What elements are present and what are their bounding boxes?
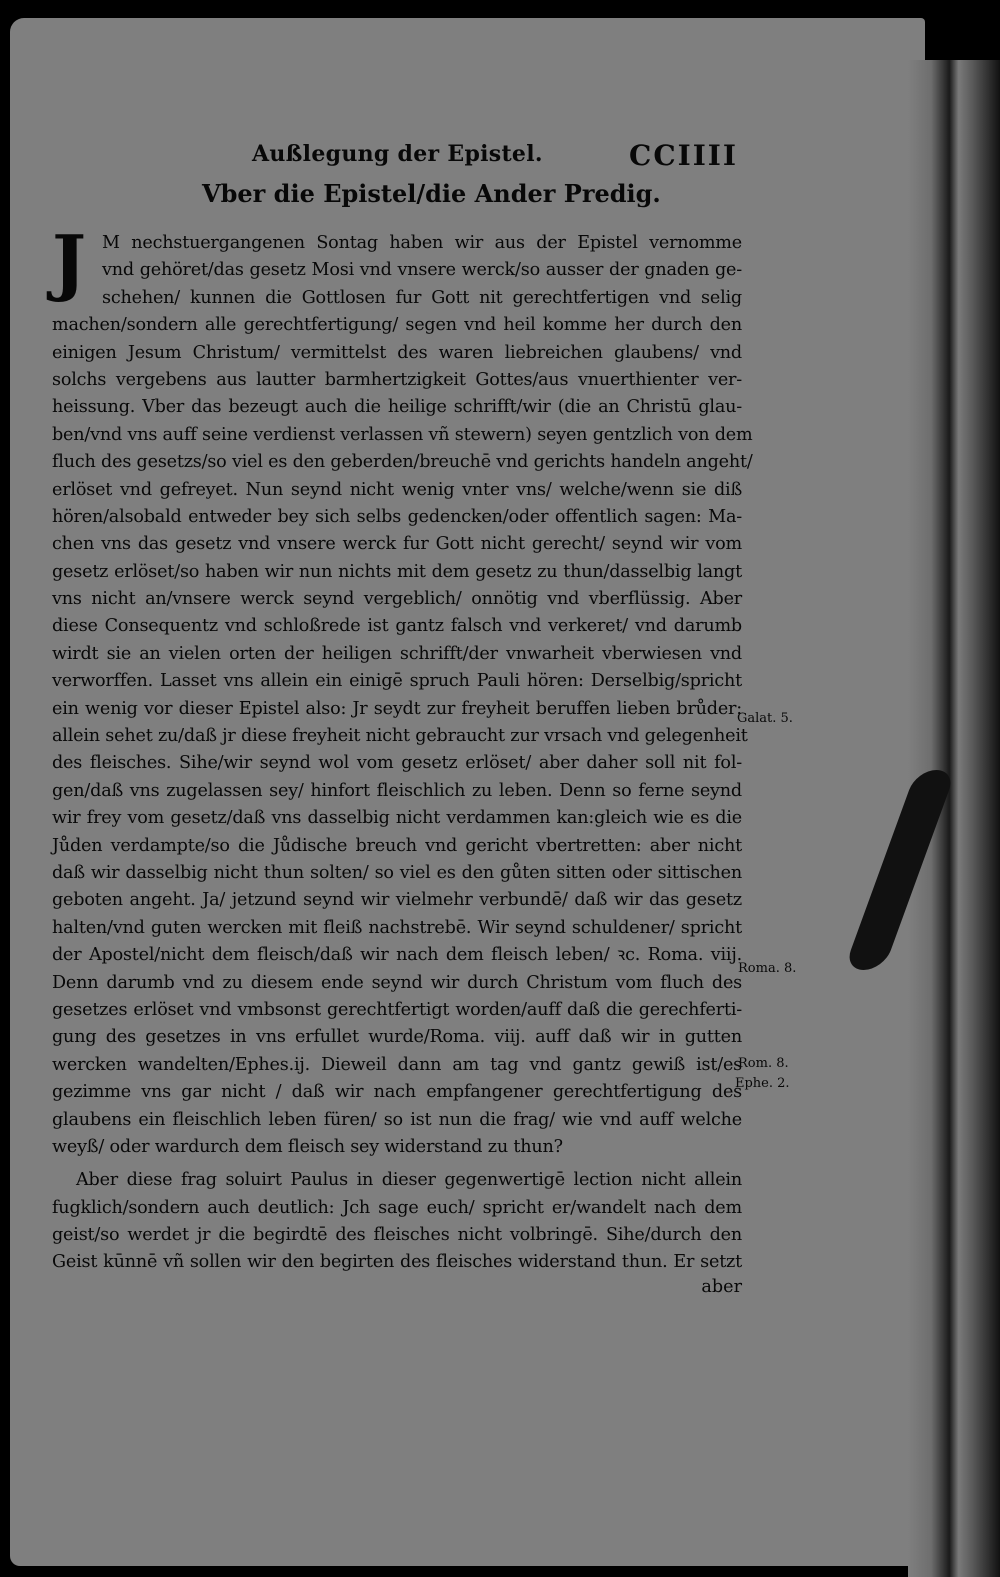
margin-note-rom: Rom. 8. (738, 1056, 789, 1071)
text-line: Jůden verdampte/so die Jůdische breuch vnd gericht vbertretten: aber nicht (52, 835, 742, 856)
margin-note-galat: Galat. 5. (737, 711, 793, 726)
header-row (52, 135, 742, 175)
text-line: gesetzes erlöset vnd vmbsonst gerechtfertigt worden/auff daß die gerechferti- (52, 999, 742, 1020)
text-line: verworffen. Lasset vns allein ein einigē spruch Pauli hören: Derselbig/spricht (52, 671, 742, 692)
text-line: vns nicht an/vnsere werck seynd vergeblich/ onnötig vnd vberflüssig. Aber (52, 589, 742, 610)
margin-note-ephe: Ephe. 2. (735, 1076, 790, 1091)
paragraph-2 (52, 1167, 742, 1277)
text-line: gezimme vns gar nicht / daß wir nach empfangener gerechtfertigung des (52, 1082, 742, 1103)
text-line: hören/alsobald entweder bey sich selbs gedencken/oder offentlich sagen: Ma- (52, 506, 742, 527)
text-line: glaubens ein fleischlich leben füren/ so ist nun die frag/ wie vnd auff welche (52, 1109, 742, 1130)
text-line: vnd gehöret/das gesetz Mosi vnd vnsere werck/so ausser der gnaden ge- (102, 260, 742, 281)
text-line: gen/daß vns zugelassen sey/ hinfort fleischlich zu leben. Denn so ferne seynd (52, 780, 742, 801)
drop-cap: J (52, 219, 87, 304)
folio-number: CCIIII (629, 139, 738, 172)
text-line: machen/sondern alle gerechtfertigung/ segen vnd heil komme her durch den (52, 315, 742, 336)
text-line: wercken wandelten/Ephes.ij. Dieweil dann am tag vnd gantz gewiß ist/es (52, 1054, 742, 1075)
text-line: heissung. Vber das bezeugt auch die heilige schrifft/wir (die an Christū glau- (52, 397, 742, 418)
catchword: aber (701, 1276, 742, 1297)
text-line: chen vns das gesetz vnd vnsere werck fur Gott nicht gerecht/ seynd wir vom (52, 534, 742, 555)
catchword-row (52, 1277, 742, 1305)
text-line: schehen/ kunnen die Gottlosen fur Gott nit gerechtfertigen vnd selig (102, 287, 742, 308)
text-line: solchs vergebens aus lautter barmhertzigkeit Gottes/aus vnuerthienter ver- (52, 369, 742, 390)
text-line: des fleisches. Sihe/wir seynd wol vom gesetz erlöset/ aber daher soll nit fol- (52, 753, 742, 774)
text-line: fluch des gesetzs/so viel es den geberden/breuchē vnd gerichts handeln angeht/ (52, 452, 753, 473)
text-line: wir frey vom gesetz/daß vns dasselbig nicht verdammen kan:gleich wie es die (52, 808, 742, 829)
text-line: ben/vnd vns auff seine verdienst verlassen vñ stewern) seyen gentzlich von dem (52, 424, 753, 445)
text-line: geist/so werdet jr die begirdtē des fleisches nicht volbringē. Sihe/durch den (52, 1225, 742, 1246)
text-line: Denn darumb vnd zu diesem ende seynd wir durch Christum vom fluch des (52, 972, 742, 993)
text-line: daß wir dasselbig nicht thun solten/ so viel es den gůten sitten oder sittischen (52, 862, 742, 883)
text-line: erlöset vnd gefreyet. Nun seynd nicht wenig vnter vns/ welche/wenn sie diß (52, 479, 742, 500)
text-line: wirdt sie an vielen orten der heiligen schrifft/der vnwarheit vberwiesen vnd (52, 643, 742, 664)
sermon-subtitle: Vber die Epistel/die Ander Predig. (202, 179, 661, 208)
text-line: halten/vnd guten wercken mit fleiß nachstrebē. Wir seynd schuldener/ spricht (52, 917, 742, 938)
text-line: Geist kūnnē vñ sollen wir den begirten des fleisches widerstand thun. Er setzt (52, 1252, 742, 1273)
paragraph-1 (52, 219, 753, 1161)
text-line: weyß/ oder wardurch dem fleisch sey widerstand zu thun? (52, 1136, 563, 1157)
text-line: gung des gesetzes in vns erfullet wurde/Roma. viij. auff daß wir in gutten (52, 1027, 742, 1048)
text-line: fugklich/sondern auch deutlich: Jch sage euch/ spricht er/wandelt nach dem (52, 1197, 742, 1218)
text-line: Aber diese frag soluirt Paulus in dieser gegenwertigē lection nicht allein (76, 1170, 742, 1191)
text-line: der Apostel/nicht dem fleisch/daß wir nach dem fleisch leben/ ꝛc. Roma. viij. (52, 945, 742, 966)
text-line: allein sehet zu/daß jr diese freyheit nicht gebraucht zur vrsach vnd gelegenheit (52, 726, 748, 747)
text-line: ein wenig vor dieser Epistel also: Jr seydt zur freyheit beruffen lieben brůder: (52, 698, 742, 719)
margin-note-roma: Roma. 8. (738, 961, 797, 976)
text-line: M nechstuergangenen Sontag haben wir aus der Epistel vernomme (102, 233, 742, 253)
text-line: geboten angeht. Ja/ jetzund seynd wir vielmehr verbundē/ daß wir das gesetz (52, 890, 742, 911)
text-line: einigen Jesum Christum/ vermittelst des waren liebreichen glaubens/ vnd (52, 342, 742, 363)
text-line: gesetz erlöset/so haben wir nun nichts mit dem gesetz zu thun/dasselbig langt (52, 561, 742, 582)
text-line: diese Consequentz vnd schloßrede ist gantz falsch vnd verkeret/ vnd darumb (52, 616, 742, 637)
text-block (52, 135, 753, 1305)
running-head: Außlegung der Epistel. (252, 141, 543, 167)
